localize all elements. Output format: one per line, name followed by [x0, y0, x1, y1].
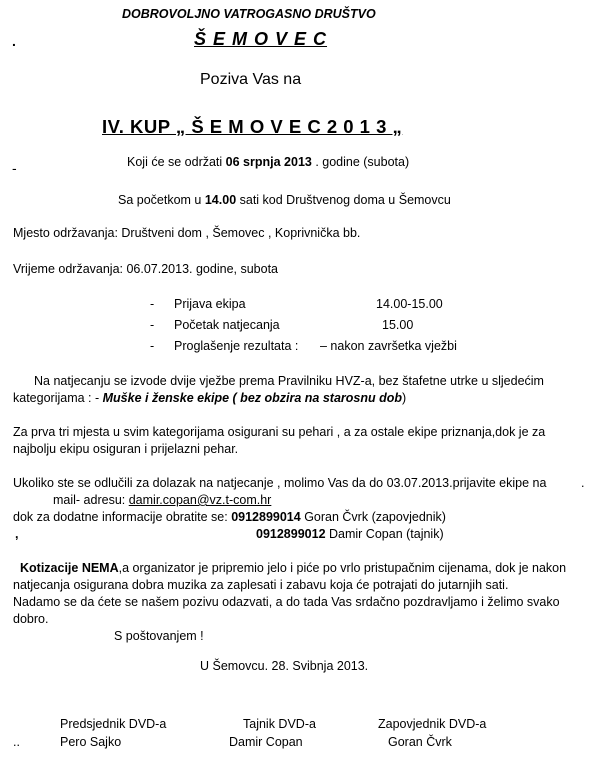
- person-secretary: Damir Copan (tajnik): [325, 527, 444, 541]
- list-item-label: Proglašenje rezultata :: [174, 339, 299, 353]
- event-date: 06 srpnja 2013: [225, 155, 312, 169]
- place-title: Š E M O V E C: [194, 29, 328, 49]
- signature-name: Damir Copan: [229, 735, 303, 749]
- contact-dot: .: [581, 476, 585, 490]
- list-item-dash: -: [150, 339, 155, 353]
- signature-name: Goran Čvrk: [388, 735, 452, 749]
- mail-line: [53, 493, 271, 509]
- email-link[interactable]: damir.copan@vz.t-com.hr: [128, 493, 272, 507]
- invitation-heading: Poziva Vas na: [200, 71, 302, 88]
- event-date-line: [127, 155, 409, 171]
- list-item-value: 15.00: [382, 318, 414, 332]
- categories-prefix: kategorijama : -: [13, 391, 103, 405]
- secretary-line: [256, 527, 444, 543]
- comma-mark: ,: [15, 527, 19, 541]
- signature-role: Predsjednik DVD-a: [60, 717, 167, 731]
- fee-line: [20, 561, 566, 577]
- person-commander: Goran Čvrk (zapovjednik): [300, 510, 446, 524]
- prizes-line-1: Za prva tri mjesta u svim kategorijama osigurani su pehari , a za ostale ekipe priznanja,dok je za: [13, 425, 546, 439]
- place-and-date: U Šemovcu. 28. Svibnja 2013.: [200, 659, 369, 673]
- organization-name: DOBROVOLJNO VATROGASNO DRUŠTVO: [122, 7, 376, 21]
- list-item-dash: -: [150, 318, 155, 332]
- contact-line-1: Ukoliko ste se odlučili za dolazak na natjecanje , molimo Vas da do 03.07.2013.prijavite ekipe na: [13, 476, 547, 490]
- mail-prefix: mail- adresu:: [53, 493, 129, 507]
- start-suffix: sati kod Društvenog doma u Šemovcu: [236, 193, 451, 207]
- start-prefix: Sa početkom u: [118, 193, 205, 207]
- info-prefix: dok za dodatne informacije obratite se:: [13, 510, 232, 524]
- list-item-dash: -: [150, 297, 155, 311]
- list-item-value: 14.00-15.00: [376, 297, 443, 311]
- fee-highlight: Kotizacije NEMA: [20, 561, 119, 575]
- fee-rest: ,a organizator je pripremio jelo i piće po vrlo pristupačnim cijenama, dok je nakon: [118, 561, 567, 575]
- signature-dots: ..: [13, 735, 20, 749]
- time-line: Vrijeme održavanja: 06.07.2013. godine, subota: [13, 262, 278, 276]
- categories-text: Muške i ženske ekipe ( bez obzira na starosnu dob: [102, 391, 403, 405]
- signature-role: Tajnik DVD-a: [243, 717, 316, 731]
- venue-line: Mjesto održavanja: Društveni dom , Šemovec , Koprivnička bb.: [13, 226, 361, 240]
- stray-dot: .: [12, 33, 16, 49]
- date-prefix: Koji će se održati: [127, 155, 226, 169]
- rules-line-2: [13, 391, 406, 407]
- signature-name: Pero Sajko: [60, 735, 122, 749]
- prizes-line-2: najbolju ekipu osiguran i prijelazni pehar.: [13, 442, 239, 456]
- list-item-label: Početak natjecanja: [174, 318, 280, 332]
- start-time-line: [118, 193, 451, 209]
- intro-dash: -: [12, 160, 17, 176]
- phone-secretary: 0912899012: [256, 527, 326, 541]
- info-line: [13, 510, 446, 526]
- rules-line-1: Na natjecanju se izvode dvije vježbe prema Pravilniku HVZ-a, bez štafetne utrke u sljedećim: [34, 374, 544, 388]
- date-suffix: . godine (subota): [311, 155, 410, 169]
- list-item-label: Prijava ekipa: [174, 297, 246, 311]
- closing-line-3: Nadamo se da ćete se našem pozivu odazvati, a do tada Vas srdačno pozdravljamo i želimo svako: [13, 595, 560, 609]
- regards: S poštovanjem !: [114, 629, 204, 643]
- phone-commander: 0912899014: [231, 510, 301, 524]
- closing-line-2: natjecanja osigurana dobra muzika za zaplesati i zabavu koja će potrajati do jutarnjih sati.: [13, 578, 509, 592]
- categories-suffix: ): [402, 391, 407, 405]
- closing-line-4: dobro.: [13, 612, 49, 626]
- signature-role: Zapovjednik DVD-a: [378, 717, 487, 731]
- list-item-value: – nakon završetka vježbi: [320, 339, 457, 353]
- cup-title: IV. KUP „ Š E M O V E C 2 0 1 3 „: [102, 116, 403, 137]
- start-time: 14.00: [204, 193, 237, 207]
